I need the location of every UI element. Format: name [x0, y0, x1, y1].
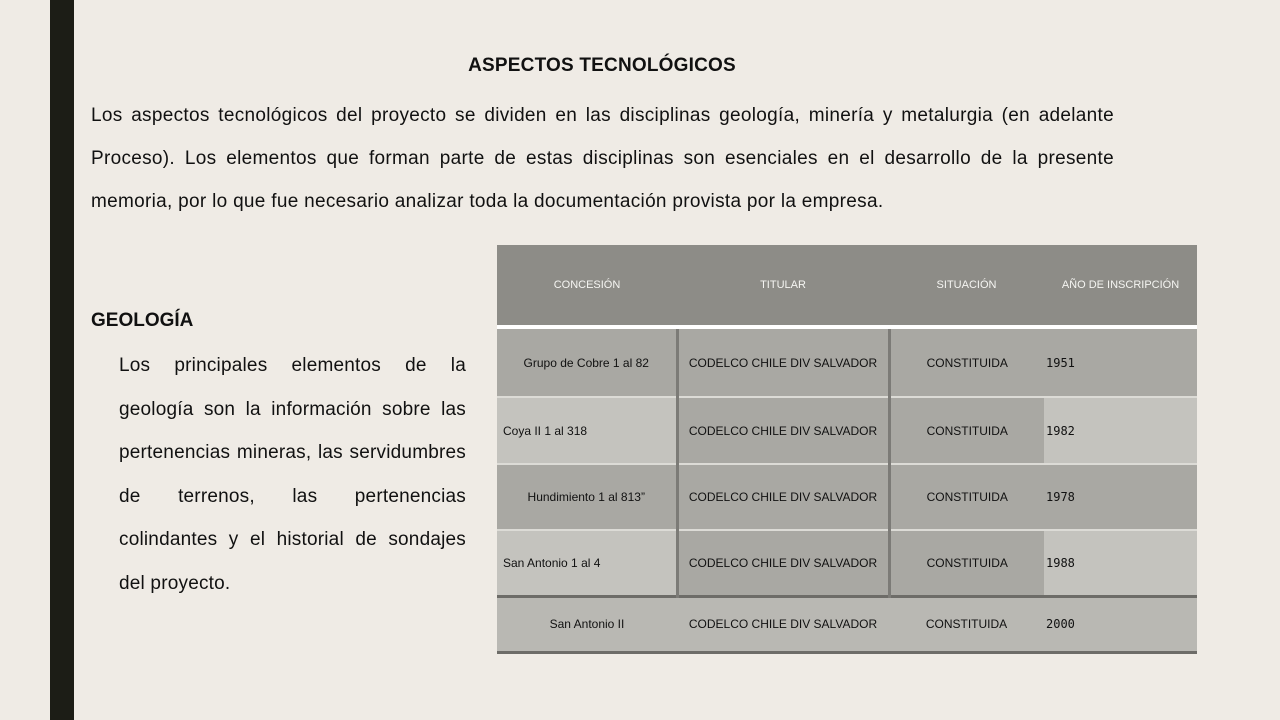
header-titular: TITULAR — [677, 245, 889, 327]
cell-titular: CODELCO CHILE DIV SALVADOR — [677, 327, 889, 397]
table-row — [497, 397, 1197, 464]
concessions-table — [497, 245, 1197, 654]
cell-concesion: Grupo de Cobre 1 al 82 — [497, 327, 677, 397]
cell-situacion: CONSTITUIDA — [889, 464, 1044, 530]
geology-heading: GEOLOGÍA — [91, 310, 194, 331]
table-header-row — [497, 245, 1197, 327]
cell-concesion: San Antonio 1 al 4 — [497, 530, 677, 596]
intro-paragraph: Los aspectos tecnológicos del proyecto se dividen en las disciplinas geología, minería y metalurgia (en adelante Proceso). Los elementos que forman parte de estas disciplinas son esenciales en el desarrollo de la presente memoria, por lo que fue necesario analizar toda la documentación provista por la empresa. — [91, 105, 1114, 212]
cell-titular: CODELCO CHILE DIV SALVADOR — [677, 596, 889, 652]
cell-ano: 1951 — [1044, 327, 1197, 397]
geology-paragraph: Los principales elementos de la geología son la información sobre las pertenencias mineras, las servidumbres de terrenos, las pertenencias colindantes y el historial de sondajes del proyecto. — [119, 355, 466, 594]
cell-concesion: San Antonio II — [497, 596, 677, 652]
cell-concesion: Hundimiento 1 al 813” — [497, 464, 677, 530]
cell-concesion: Coya II 1 al 318 — [497, 397, 677, 464]
cell-situacion: CONSTITUIDA — [889, 530, 1044, 596]
table-row — [497, 596, 1197, 652]
cell-ano: 1988 — [1044, 530, 1197, 596]
table-row — [497, 464, 1197, 530]
table-row — [497, 530, 1197, 596]
cell-situacion: CONSTITUIDA — [889, 596, 1044, 652]
cell-ano: 2000 — [1044, 596, 1197, 652]
cell-titular: CODELCO CHILE DIV SALVADOR — [677, 397, 889, 464]
table-row — [497, 327, 1197, 397]
cell-ano: 1978 — [1044, 464, 1197, 530]
header-ano-inscripcion: AÑO DE INSCRIPCIÓN — [1044, 245, 1197, 327]
header-concesion: CONCESIÓN — [497, 245, 677, 327]
header-situacion: SITUACIÓN — [889, 245, 1044, 327]
cell-ano: 1982 — [1044, 397, 1197, 464]
page-title: ASPECTOS TECNOLÓGICOS — [468, 55, 736, 76]
cell-titular: CODELCO CHILE DIV SALVADOR — [677, 464, 889, 530]
left-accent-bar — [50, 0, 74, 720]
cell-titular: CODELCO CHILE DIV SALVADOR — [677, 530, 889, 596]
cell-situacion: CONSTITUIDA — [889, 397, 1044, 464]
cell-situacion: CONSTITUIDA — [889, 327, 1044, 397]
